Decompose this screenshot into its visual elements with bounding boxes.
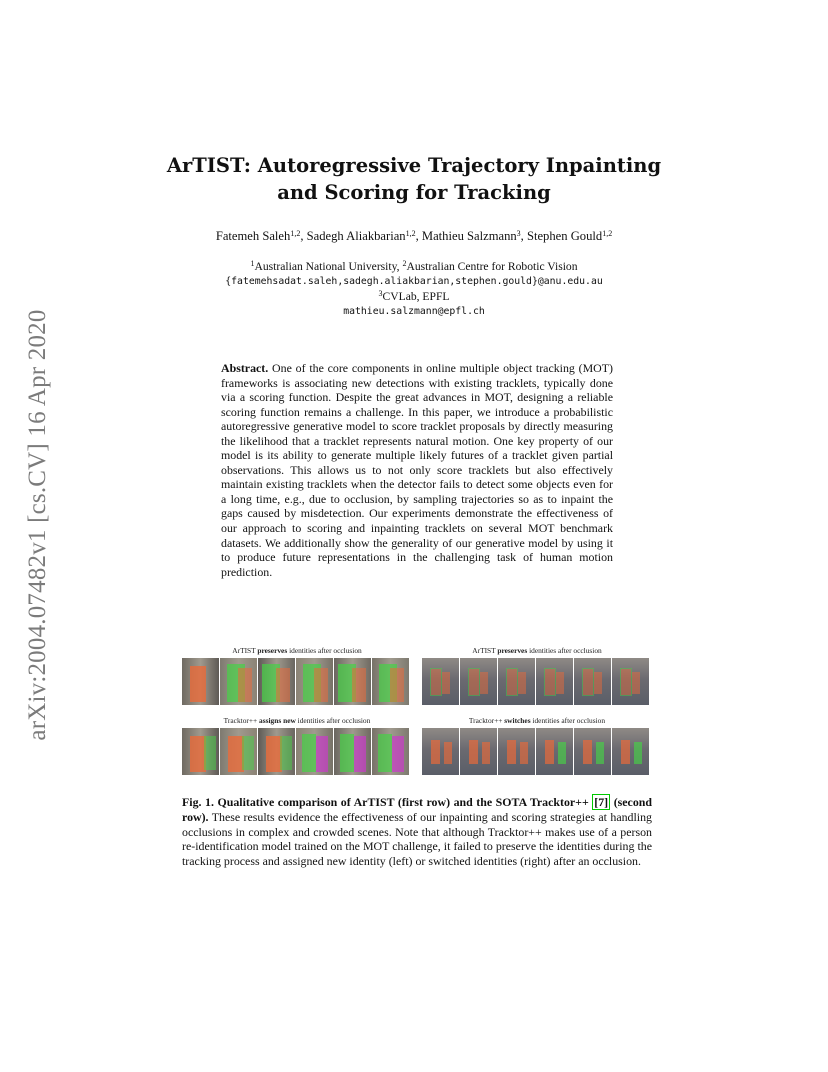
panel-title: Tracktor++ assigns new identities after occlusion xyxy=(223,716,371,725)
video-frame-thumbnail xyxy=(460,658,497,705)
affiliation-epfl: CVLab, EPFL xyxy=(382,290,450,303)
tracking-box xyxy=(468,668,480,696)
tracking-box xyxy=(507,740,516,764)
caption-label: Fig. 1. Qualitative comparison of ArTIST (first row) and the SOTA Tracktor++ [7] (second row). xyxy=(182,795,653,824)
video-frame-thumbnail xyxy=(258,658,295,705)
tracking-box xyxy=(596,742,604,764)
abstract xyxy=(221,361,613,579)
tracking-box xyxy=(352,668,366,702)
tracking-box xyxy=(378,734,392,772)
tracking-box xyxy=(276,668,290,702)
figure-panel-artist-right xyxy=(422,646,652,706)
tracking-box xyxy=(469,740,478,764)
author-name: Mathieu Salzmann xyxy=(421,229,517,243)
tracking-box xyxy=(442,672,450,694)
tracking-box xyxy=(583,740,592,764)
tracking-box xyxy=(190,666,206,702)
figure-1 xyxy=(182,646,652,776)
affiliation-anu: Australian National University, xyxy=(254,260,403,273)
video-frame-thumbnail xyxy=(182,658,219,705)
citation-link[interactable]: [7] xyxy=(594,795,609,809)
caption-text: These results evidence the effectiveness of our inpainting and scoring strategies at handling occlusions in complex and crowded scenes. Note that although Tracktor++ makes use of a person re-identification model trained on the MOT challenge, it failed to preserve the identities during the tracking process and assigned new identity (left) or switched identities (right) after an occlusion. xyxy=(182,809,652,869)
tracking-box xyxy=(518,672,526,694)
tracking-box xyxy=(482,742,490,764)
video-frame-thumbnail xyxy=(574,728,611,775)
author-affiliation-mark: 1,2 xyxy=(405,229,416,238)
video-frame-thumbnail xyxy=(574,658,611,705)
tracking-box xyxy=(506,668,518,696)
tracking-box xyxy=(634,742,642,764)
video-frame-thumbnail xyxy=(612,728,649,775)
frame-strip xyxy=(422,728,649,775)
tracking-box xyxy=(340,734,354,772)
affiliations xyxy=(0,259,828,319)
frame-strip xyxy=(182,658,409,705)
video-frame-thumbnail xyxy=(334,728,371,775)
author-affiliation-mark: 3 xyxy=(516,229,521,238)
affiliation-mark: 1 xyxy=(250,259,255,268)
tracking-box xyxy=(544,668,556,696)
tracking-box xyxy=(480,672,488,694)
tracking-box xyxy=(314,668,328,702)
tracking-box xyxy=(582,668,594,696)
video-frame-thumbnail xyxy=(460,728,497,775)
tracking-box xyxy=(242,736,254,770)
tracking-box xyxy=(556,672,564,694)
tracking-box xyxy=(390,668,404,702)
author-name: Fatemeh Saleh xyxy=(215,229,291,243)
video-frame-thumbnail xyxy=(498,728,535,775)
video-frame-thumbnail xyxy=(372,728,409,775)
tracking-box xyxy=(545,740,554,764)
tracking-box xyxy=(316,736,328,772)
tracking-box xyxy=(594,672,602,694)
author-affiliation-mark: 1,2 xyxy=(290,229,301,238)
title-line-1: ArTIST: Autoregressive Trajectory Inpainting xyxy=(166,154,662,177)
figure-panel-tracktor-left xyxy=(182,716,412,776)
tracking-box xyxy=(620,668,632,696)
video-frame-thumbnail xyxy=(334,658,371,705)
affiliation-line-1 xyxy=(0,259,828,274)
frame-strip xyxy=(182,728,409,775)
tracking-box xyxy=(444,742,452,764)
figure-panel-tracktor-right xyxy=(422,716,652,776)
affiliation-mark: 3 xyxy=(378,289,383,298)
frame-strip xyxy=(422,658,649,705)
author-name: Sadegh Aliakbarian xyxy=(306,229,406,243)
video-frame-thumbnail xyxy=(422,658,459,705)
tracking-box xyxy=(354,736,366,772)
author-emails-anu: {fatemehsadat.saleh,sadegh.aliakbarian,stephen.gould}@anu.edu.au xyxy=(225,276,603,287)
panel-title: ArTIST preserves identities after occlusion xyxy=(232,646,362,655)
tracking-box xyxy=(558,742,566,764)
tracking-box xyxy=(392,736,404,772)
arxiv-identifier: arXiv:2004.07482v1 [cs.CV] 16 Apr 2020 xyxy=(24,309,51,741)
paper-title xyxy=(0,152,828,206)
author-affiliation-mark: 1,2 xyxy=(602,229,613,238)
video-frame-thumbnail xyxy=(258,728,295,775)
author-list: Fatemeh Saleh$^{1,2}$, Sadegh Aliakbarian$^{1,2}$, Mathieu Salzmann$^3$, Stephen Gould$^{1,2}$ xyxy=(215,229,613,243)
video-frame-thumbnail xyxy=(498,658,535,705)
affiliation-line-3 xyxy=(0,289,828,304)
panel-title: Tracktor++ switches identities after occlusion xyxy=(468,716,606,725)
tracking-box xyxy=(632,672,640,694)
abstract-text: One of the core components in online multiple object tracking (MOT) frameworks is associating new detections with existing tracklets, typically done via a scoring function. Despite the great advances in MOT, designing a reliable scoring function remains a challenge. In this paper, we introduce a probabilistic autoregressive generative model to score tracklet proposals by directly measuring the likelihood that a tracklet represents natural motion. One key property of our model is its ability to generate multiple likely futures of a tracklet given partial observations. This allows us to not only score tracklets but also effectively maintain existing tracklets when the detector fails to detect some objects even for a long time, e.g., due to occlusion, by sampling trajectories so as to inpaint the gaps caused by misdetection. Our experiments demonstrate the effectiveness of our approach to scoring and inpainting tracklets on several MOT benchmark datasets. We additionally show the generality of our generative model by using it to produce future representations in the challenging task of human motion prediction. xyxy=(221,361,613,579)
figure-caption xyxy=(182,795,652,869)
video-frame-thumbnail xyxy=(296,728,333,775)
video-frame-thumbnail xyxy=(422,728,459,775)
panel-title: ArTIST preserves identities after occlusion xyxy=(472,646,602,655)
abstract-label: Abstract. xyxy=(221,361,269,375)
video-frame-thumbnail xyxy=(536,728,573,775)
tracking-box xyxy=(431,740,440,764)
video-frame-thumbnail xyxy=(296,658,333,705)
tracking-box xyxy=(302,734,316,772)
video-frame-thumbnail xyxy=(536,658,573,705)
video-frame-thumbnail xyxy=(612,658,649,705)
video-frame-thumbnail xyxy=(220,658,257,705)
tracking-box xyxy=(280,736,292,770)
video-frame-thumbnail xyxy=(220,728,257,775)
tracking-box xyxy=(430,668,442,696)
video-frame-thumbnail xyxy=(182,728,219,775)
affiliation-acrv: Australian Centre for Robotic Vision xyxy=(406,260,578,273)
title-line-2: and Scoring for Tracking xyxy=(277,181,551,204)
tracking-box xyxy=(238,668,252,702)
video-frame-thumbnail xyxy=(372,658,409,705)
figure-panel-artist-left xyxy=(182,646,412,706)
author-email-epfl: mathieu.salzmann@epfl.ch xyxy=(343,306,485,317)
tracking-box xyxy=(520,742,528,764)
affiliation-mark: 2 xyxy=(402,259,407,268)
tracking-box xyxy=(621,740,630,764)
tracking-box xyxy=(204,736,216,770)
author-name: Stephen Gould xyxy=(526,229,603,243)
